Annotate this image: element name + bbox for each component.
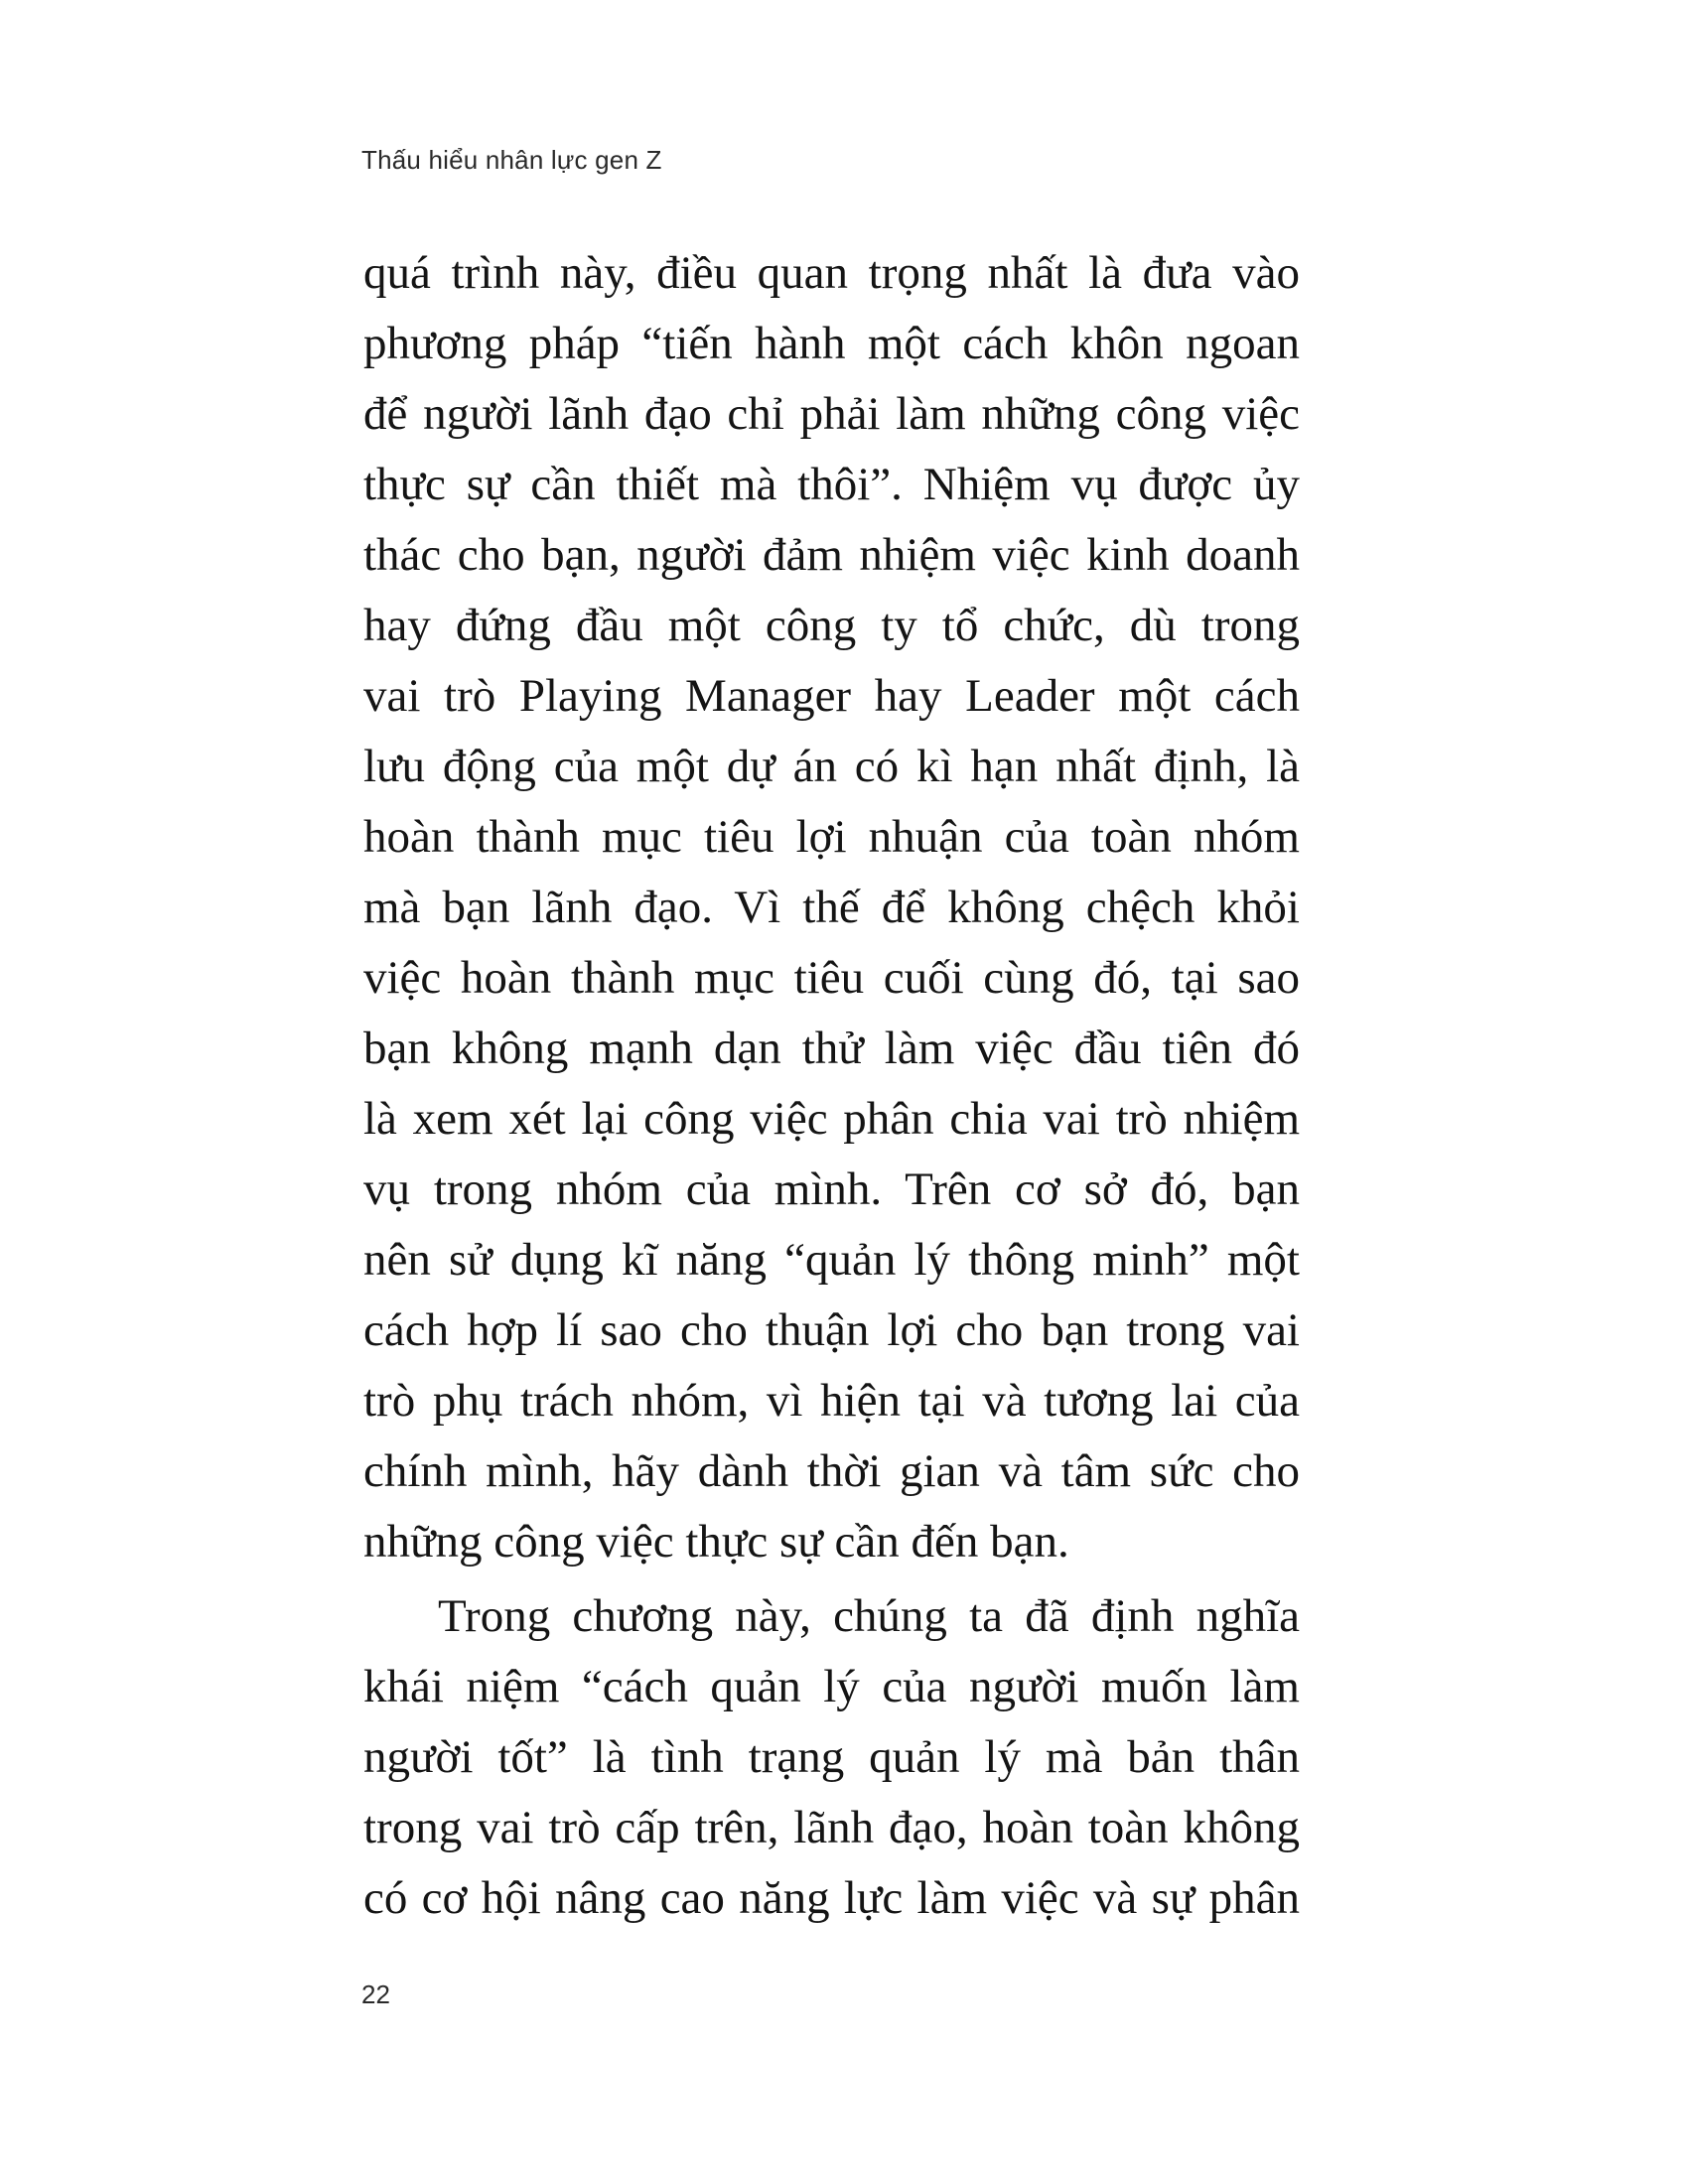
text-line: trong vai trò cấp trên, lãnh đạo, hoàn toàn không xyxy=(363,1802,1300,1853)
text-line: hoàn thành mục tiêu lợi nhuận của toàn nhóm xyxy=(363,811,1300,863)
text-line: phương pháp “tiến hành một cách khôn ngoan xyxy=(363,318,1300,369)
text-line: mà bạn lãnh đạo. Vì thế để không chệch khỏi xyxy=(363,882,1300,933)
text-line: vụ trong nhóm của mình. Trên cơ sở đó, bạn xyxy=(363,1163,1300,1215)
paragraph xyxy=(363,238,1300,1577)
text-line: thực sự cần thiết mà thôi”. Nhiệm vụ được ủy xyxy=(363,459,1300,510)
text-line: để người lãnh đạo chỉ phải làm những công việc xyxy=(363,388,1300,440)
text-line: cách hợp lí sao cho thuận lợi cho bạn trong vai xyxy=(363,1304,1300,1356)
text-line: việc hoàn thành mục tiêu cuối cùng đó, tại sao xyxy=(363,952,1300,1004)
text-line: nên sử dụng kĩ năng “quản lý thông minh” một xyxy=(363,1234,1300,1286)
text-line: khái niệm “cách quản lý của người muốn làm xyxy=(363,1661,1300,1712)
text-line: vai trò Playing Manager hay Leader một cách xyxy=(363,670,1300,722)
text-line: hay đứng đầu một công ty tổ chức, dù trong xyxy=(363,600,1300,651)
text-line: bạn không mạnh dạn thử làm việc đầu tiên đó xyxy=(363,1023,1300,1074)
text-line: quá trình này, điều quan trọng nhất là đưa vào xyxy=(363,247,1300,299)
text-line: là xem xét lại công việc phân chia vai trò nhiệm xyxy=(363,1093,1300,1145)
text-line: chính mình, hãy dành thời gian và tâm sức cho xyxy=(363,1445,1300,1497)
page-number: 22 xyxy=(361,1979,390,2009)
text-line: Trong chương này, chúng ta đã định nghĩa xyxy=(438,1590,1300,1642)
text-line: người tốt” là tình trạng quản lý mà bản thân xyxy=(363,1731,1300,1783)
running-header-title: Thấu hiểu nhân lực gen Z xyxy=(361,145,662,175)
text-line: thác cho bạn, người đảm nhiệm việc kinh doanh xyxy=(363,529,1300,581)
text-line: lưu động của một dự án có kì hạn nhất định, là xyxy=(363,741,1300,792)
text-line: những công việc thực sự cần đến bạn. xyxy=(363,1516,1069,1568)
body-text xyxy=(363,238,1300,1934)
paragraph xyxy=(363,1581,1300,1934)
text-line: có cơ hội nâng cao năng lực làm việc và sự phân xyxy=(363,1872,1300,1924)
text-line: trò phụ trách nhóm, vì hiện tại và tương lai của xyxy=(363,1375,1300,1427)
